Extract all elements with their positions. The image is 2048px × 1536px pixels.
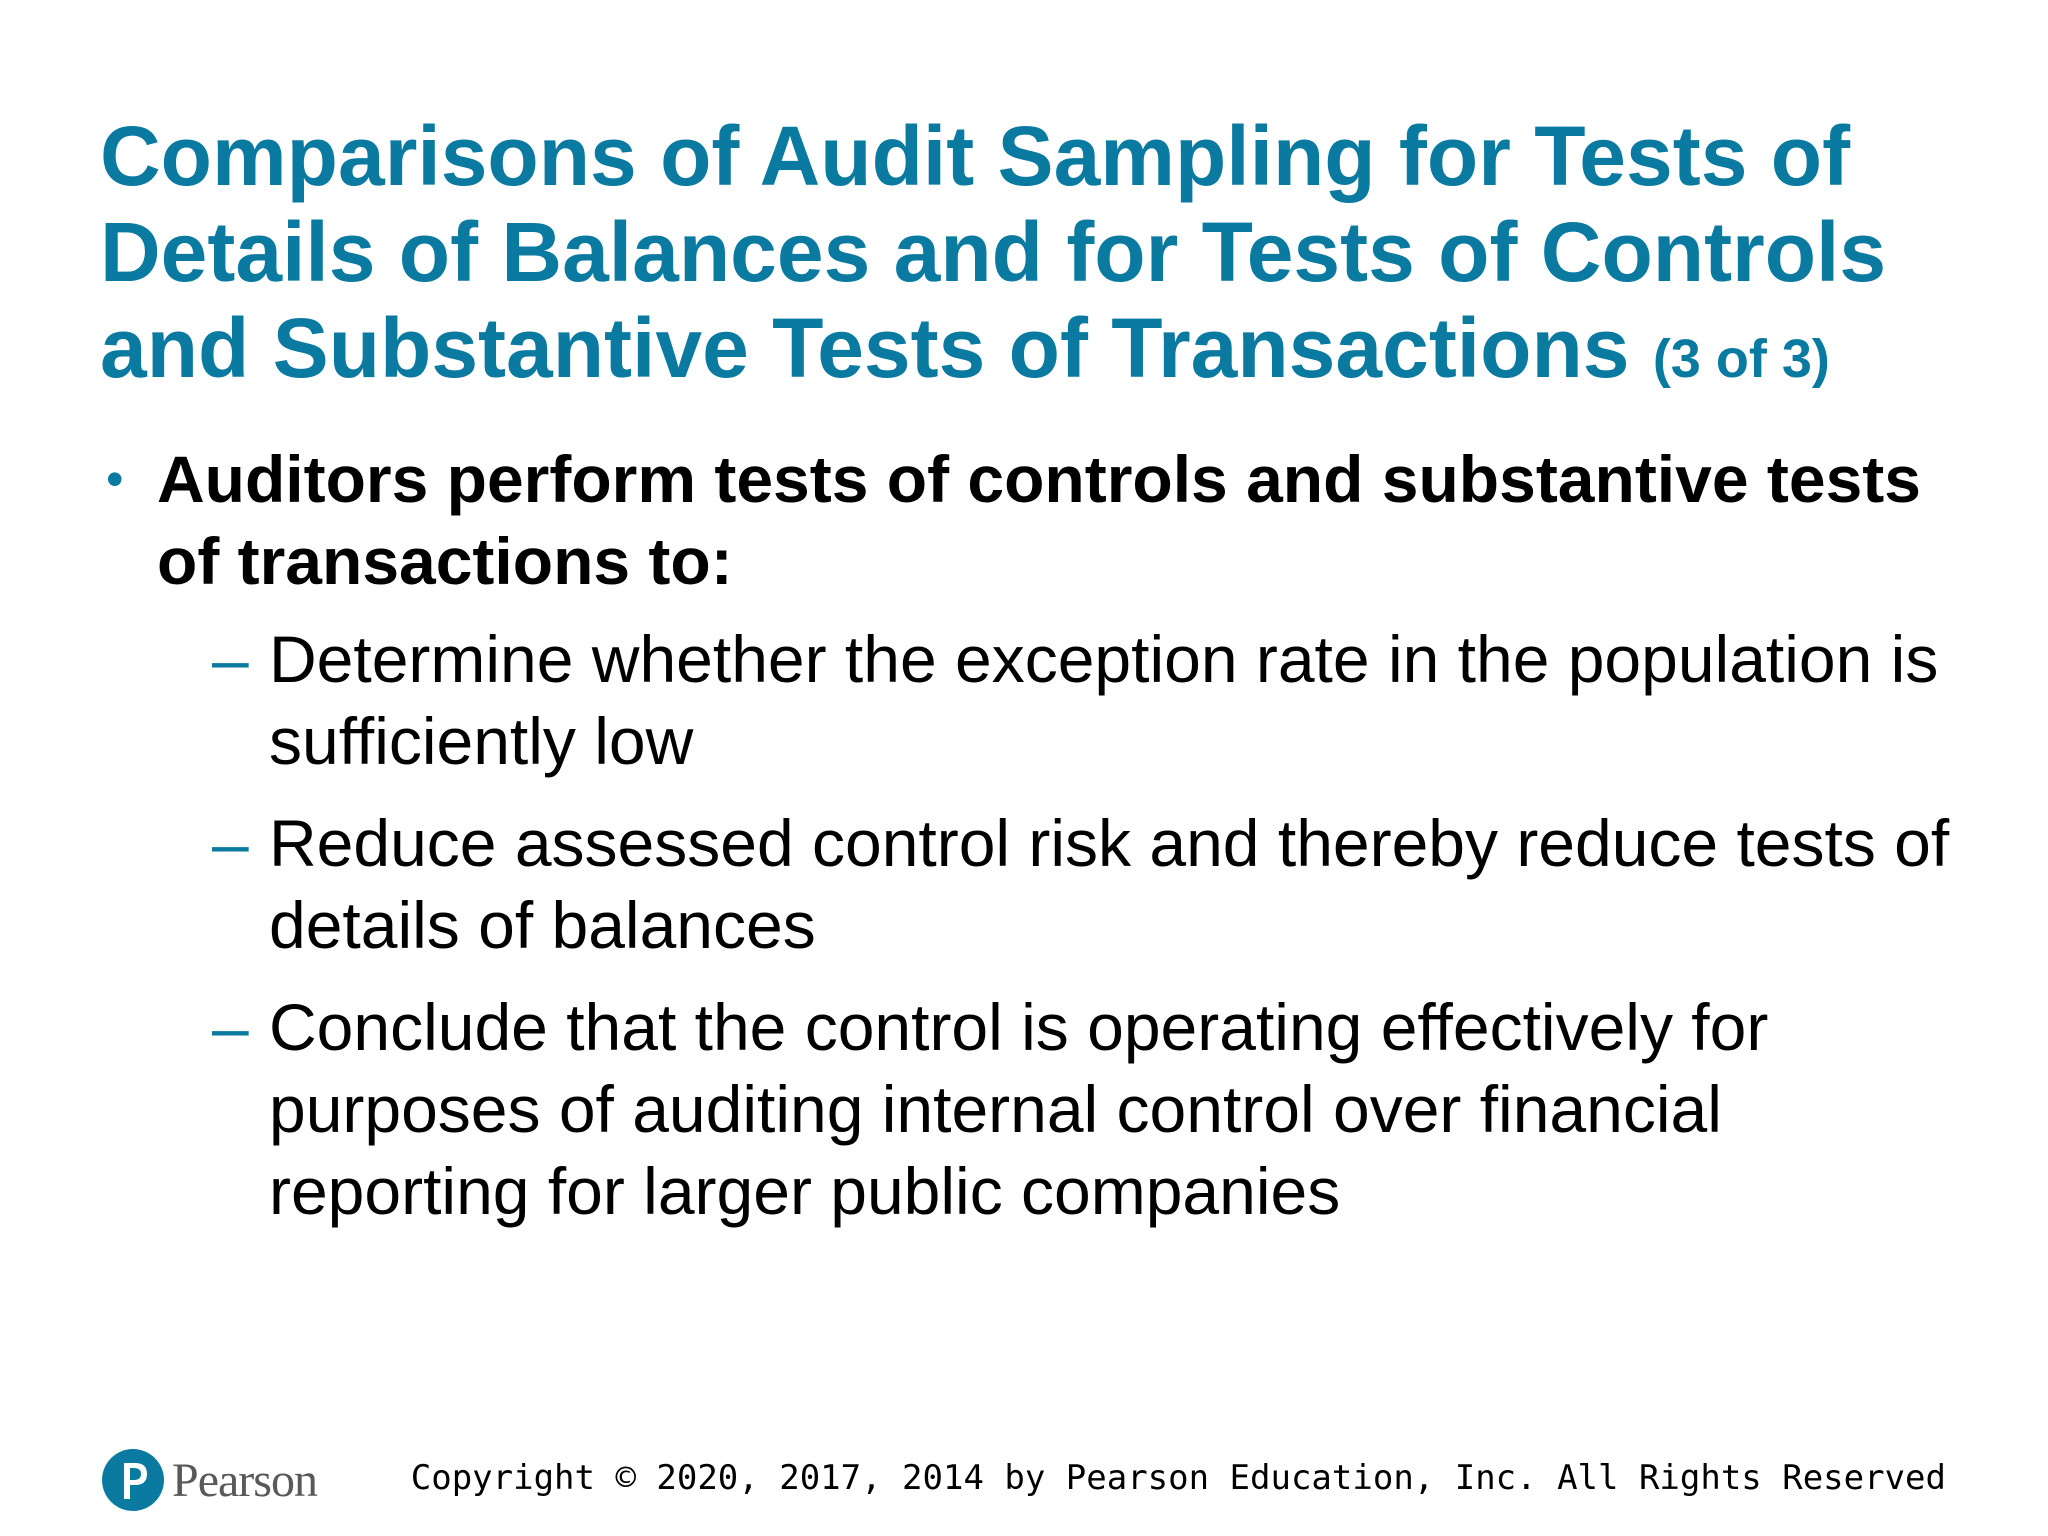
slide-title-part: (3 of 3) <box>1652 329 1830 389</box>
dash-icon: – <box>212 806 249 880</box>
bullet-dot-icon: • <box>106 451 124 507</box>
slide-title-text: Comparisons of Audit Sampling for Tests of Details of Balances and for Tests of Controls and Substantive Tests of Transactions <box>100 109 1887 395</box>
dash-icon: – <box>212 990 249 1064</box>
sub-bullet-item <box>212 802 1980 966</box>
dash-icon: – <box>212 622 249 696</box>
sub-bullet-item <box>212 986 1980 1232</box>
bullet-item <box>100 438 1980 602</box>
sub-bullet-text: Determine whether the exception rate in the population is sufficiently low <box>269 622 1939 778</box>
slide-title <box>100 108 1950 407</box>
sub-bullet-list <box>100 618 1980 1232</box>
sub-bullet-text: Reduce assessed control risk and thereby reduce tests of details of balances <box>269 806 1950 962</box>
sub-bullet-text: Conclude that the control is operating effectively for purposes of auditing internal control over financial reporting for larger public companies <box>269 990 1769 1228</box>
pearson-logo-text: Pearson <box>172 1453 317 1507</box>
sub-bullet-item <box>212 618 1980 782</box>
pearson-logo-icon <box>102 1449 164 1511</box>
slide-content <box>100 438 1980 1252</box>
bullet-text: Auditors perform tests of controls and substantive tests of transactions to: <box>157 442 1921 598</box>
copyright-notice: Copyright © 2020, 2017, 2014 by Pearson Education, Inc. All Rights Reserved <box>410 1458 1946 1498</box>
pearson-logo <box>102 1447 317 1513</box>
